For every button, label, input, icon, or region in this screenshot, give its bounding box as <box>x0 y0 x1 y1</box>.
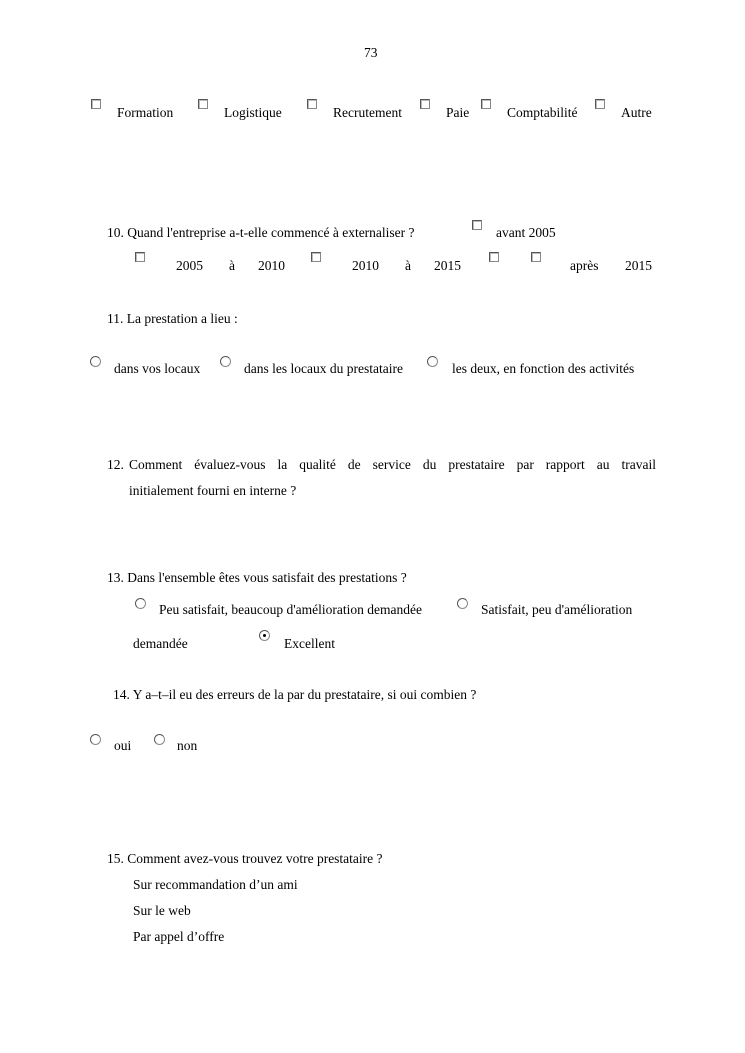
label-a-2: à <box>405 258 411 273</box>
checkbox-avant-2005[interactable] <box>472 220 482 230</box>
label-recrutement: Recrutement <box>333 105 402 120</box>
checkbox-2010-2015[interactable] <box>311 252 321 262</box>
q13-text: 13. Dans l'ensemble êtes vous satisfait des prestations ? <box>107 570 407 585</box>
label-oui: oui <box>114 738 132 753</box>
radio-les-deux[interactable] <box>427 356 438 367</box>
checkbox-logistique[interactable] <box>198 99 208 109</box>
checkbox-formation[interactable] <box>91 99 101 109</box>
page-number: 73 <box>364 45 378 60</box>
checkbox-comptabilite[interactable] <box>481 99 491 109</box>
radio-excellent[interactable] <box>259 630 270 641</box>
label-avant-2005: avant 2005 <box>496 225 556 240</box>
radio-vos-locaux[interactable] <box>90 356 101 367</box>
q12-line2: initialement fourni en interne ? <box>129 483 297 498</box>
label-2010: 2010 <box>258 258 285 273</box>
label-2010b: 2010 <box>352 258 379 273</box>
label-formation: Formation <box>117 105 174 120</box>
radio-locaux-prestataire[interactable] <box>220 356 231 367</box>
label-paie: Paie <box>446 105 470 120</box>
radio-oui[interactable] <box>90 734 101 745</box>
label-2005: 2005 <box>176 258 203 273</box>
label-locaux-prestataire: dans les locaux du prestataire <box>244 361 403 376</box>
option-web: Sur le web <box>133 903 191 918</box>
option-appel-offre: Par appel d’offre <box>133 929 225 944</box>
label-satisfait-cont: demandée <box>133 636 188 651</box>
label-peu-satisfait: Peu satisfait, beaucoup d'amélioration demandée <box>159 602 422 617</box>
label-apres: après <box>570 258 599 273</box>
checkbox-paie[interactable] <box>420 99 430 109</box>
label-a-1: à <box>229 258 235 273</box>
label-vos-locaux: dans vos locaux <box>114 361 201 376</box>
radio-satisfait[interactable] <box>457 598 468 609</box>
label-comptabilite: Comptabilité <box>507 105 578 120</box>
label-satisfait: Satisfait, peu d'amélioration <box>481 602 633 617</box>
q12-number: 12. <box>107 457 124 472</box>
checkbox-recrutement[interactable] <box>307 99 317 109</box>
checkbox-autre[interactable] <box>595 99 605 109</box>
q15-text: 15. Comment avez-vous trouvez votre prestataire ? <box>107 851 383 866</box>
checkbox-apres-2015[interactable] <box>531 252 541 262</box>
checkbox-extra[interactable] <box>489 252 499 262</box>
q12-line1: Comment évaluez-vous la qualité de service du prestataire par rapport au travail <box>129 457 656 472</box>
q14-text: 14. Y a–t–il eu des erreurs de la par du prestataire, si oui combien ? <box>113 687 477 702</box>
label-2015: 2015 <box>434 258 461 273</box>
label-excellent: Excellent <box>284 636 335 651</box>
option-recommandation: Sur recommandation d’un ami <box>133 877 298 892</box>
q11-text: 11. La prestation a lieu : <box>107 311 238 326</box>
checkbox-2005-2010[interactable] <box>135 252 145 262</box>
q10-text: 10. Quand l'entreprise a-t-elle commencé à externaliser ? <box>107 225 415 240</box>
label-les-deux: les deux, en fonction des activités <box>452 361 635 376</box>
label-logistique: Logistique <box>224 105 282 120</box>
radio-non[interactable] <box>154 734 165 745</box>
radio-peu-satisfait[interactable] <box>135 598 146 609</box>
label-non: non <box>177 738 198 753</box>
label-autre: Autre <box>621 105 652 120</box>
label-2015b: 2015 <box>625 258 652 273</box>
